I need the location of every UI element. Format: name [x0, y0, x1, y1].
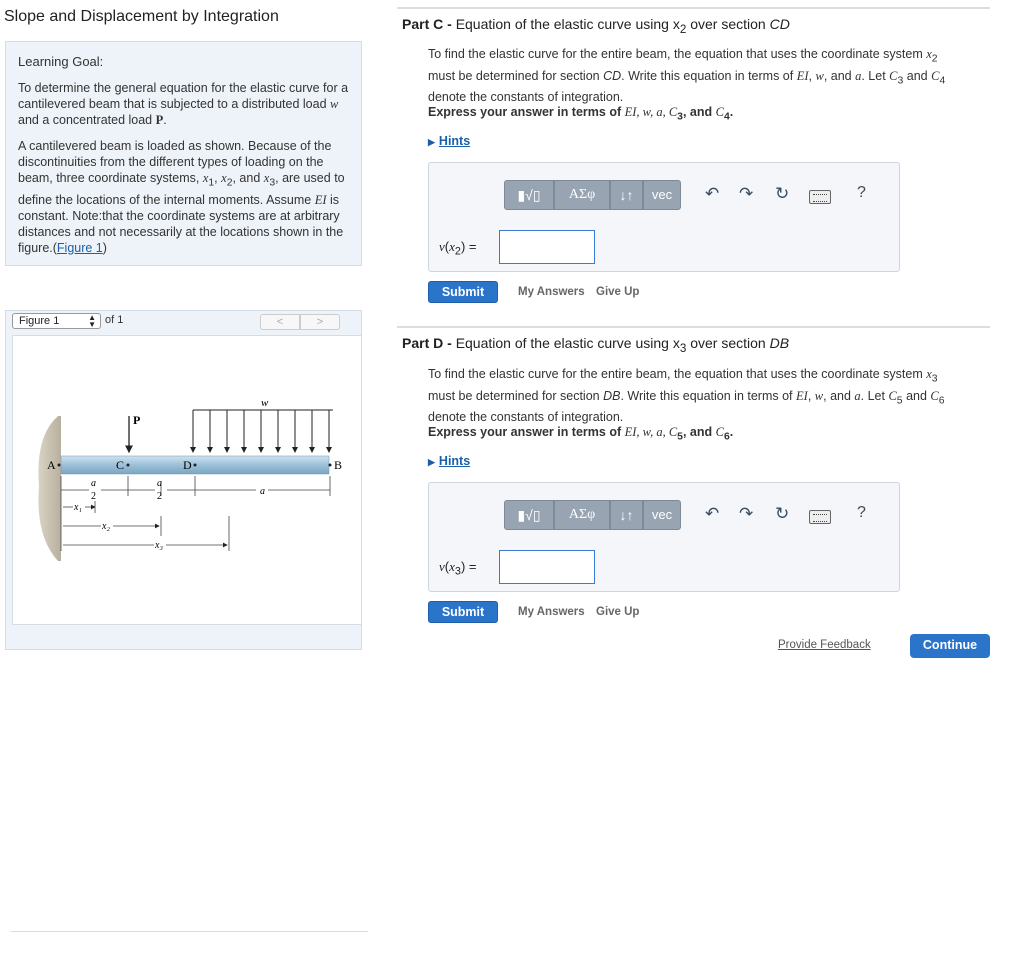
- equation-label: $v(x_2)$ =: [439, 239, 477, 258]
- goal-paragraph-1: To determine the general equation for the elastic curve for a cantilevered beam that is subjected to a distributed load w and a concentrated load P.: [18, 81, 349, 127]
- label-x2: x₂: [102, 521, 110, 532]
- redo-icon[interactable]: ↷: [739, 504, 754, 523]
- help-icon[interactable]: ?: [857, 504, 866, 521]
- dimension-lines: [61, 476, 330, 551]
- label-D: D: [183, 458, 192, 472]
- templates-button[interactable]: ▮√▯: [504, 180, 554, 210]
- part-d-answer-box: [428, 482, 900, 592]
- keyboard-icon[interactable]: [809, 190, 831, 204]
- part-c-text: To find the elastic curve for the entire beam, the equation that uses the coordinate system $x_2$ must be determined for section CD. Write this equation in terms of EI, w, and a. Let $C_3$ and $C_4$ denote the constants of integration.: [428, 47, 946, 104]
- symbols-button[interactable]: ΑΣφ: [554, 180, 610, 210]
- wall-support: [38, 416, 61, 561]
- label-a-3: a: [260, 486, 265, 497]
- give-up-link[interactable]: Give Up: [596, 606, 640, 618]
- reset-icon[interactable]: ↻: [775, 184, 790, 203]
- label-a-1: a: [91, 478, 96, 489]
- my-answers-link[interactable]: My Answers: [518, 606, 585, 618]
- part-d-hints-link[interactable]: ▶ Hints: [428, 454, 471, 468]
- continue-button[interactable]: Continue: [910, 634, 990, 658]
- part-c-express: Express your answer in terms of EI, w, a, $C_3$, and $C_4$.: [428, 105, 734, 123]
- vector-button[interactable]: vec: [643, 500, 681, 530]
- figure-next-button[interactable]: >: [300, 314, 340, 330]
- figure-select[interactable]: Figure 1 ▲ ▼: [12, 313, 101, 329]
- vector-button[interactable]: vec: [643, 180, 681, 210]
- distributed-load-arrows: [193, 410, 333, 452]
- divider: [397, 326, 990, 328]
- label-2-1: 2: [91, 491, 96, 502]
- undo-icon[interactable]: ↶: [705, 504, 720, 523]
- learning-goal-heading: Learning Goal:: [18, 54, 104, 69]
- my-answers-link[interactable]: My Answers: [518, 286, 585, 298]
- expand-triangle-icon: ▶: [428, 137, 435, 147]
- subscript-button[interactable]: ↓↑: [610, 500, 643, 530]
- label-x3: x₃: [155, 540, 163, 551]
- part-c-hints-link[interactable]: ▶ Hints: [428, 134, 471, 148]
- undo-icon[interactable]: ↶: [705, 184, 720, 203]
- beam-figure: [12, 335, 362, 625]
- symbols-button[interactable]: ΑΣφ: [554, 500, 610, 530]
- label-A: A: [47, 458, 56, 472]
- part-d-text: To find the elastic curve for the entire beam, the equation that uses the coordinate system $x_3$ must be determined for section DB. Write this equation in terms of EI, w, and a. Let $C_5$ and $C_6$ denote the constants of integration.: [428, 367, 945, 424]
- beam-diagram: [13, 336, 363, 626]
- help-icon[interactable]: ?: [857, 184, 866, 201]
- figure-count: of 1: [105, 314, 124, 326]
- figure-prev-button[interactable]: <: [260, 314, 300, 330]
- answer-input[interactable]: [499, 230, 595, 264]
- left-panel: [0, 0, 370, 650]
- keyboard-icon[interactable]: [809, 510, 831, 524]
- part-d-express: Express your answer in terms of EI, w, a, $C_5$, and $C_6$.: [428, 425, 734, 443]
- divider: [397, 7, 990, 9]
- reset-icon[interactable]: ↻: [775, 504, 790, 523]
- submit-button[interactable]: Submit: [428, 601, 498, 623]
- right-panel: [395, 0, 1015, 650]
- page-title: Slope and Displacement by Integration: [4, 8, 279, 25]
- redo-icon[interactable]: ↷: [739, 184, 754, 203]
- part-c-title: Part C - Equation of the elastic curve using $x_2$ over section CD: [402, 16, 790, 36]
- label-2-2: 2: [157, 491, 162, 502]
- label-C: C: [116, 458, 125, 472]
- figure-panel: [5, 310, 362, 650]
- label-a-2: a: [157, 478, 162, 489]
- learning-goal-box: [5, 41, 362, 266]
- expand-triangle-icon: ▶: [428, 457, 435, 467]
- label-x1: x₁: [74, 502, 82, 513]
- provide-feedback-link[interactable]: Provide Feedback: [778, 639, 871, 651]
- subscript-button[interactable]: ↓↑: [610, 180, 643, 210]
- label-P: P: [133, 413, 141, 427]
- label-B: B: [334, 458, 343, 472]
- part-d-title: Part D - Equation of the elastic curve using $x_3$ over section DB: [402, 335, 790, 355]
- answer-input[interactable]: [499, 550, 595, 584]
- give-up-link[interactable]: Give Up: [596, 286, 640, 298]
- submit-button[interactable]: Submit: [428, 281, 498, 303]
- label-w: w: [261, 397, 269, 409]
- goal-paragraph-2: A cantilevered beam is loaded as shown. Because of the discontinuities from the different types of loading on the beam, three coordinate systems, $x_1$, $x_2$, and $x_3$, are used to define the locations of the internal moments. Assume EI is constant. Note:that the coordinate systems are at arbitrary distances and not necessarily at the locations shown in the figure.(Figure 1): [18, 139, 345, 255]
- part-c-answer-box: [428, 162, 900, 272]
- figure-1-link[interactable]: Figure 1: [56, 240, 103, 255]
- templates-button[interactable]: ▮√▯: [504, 500, 554, 530]
- select-arrows-icon: ▲ ▼: [88, 313, 96, 329]
- figure-bottom-bar: [11, 931, 368, 961]
- equation-label: $v(x_3)$ =: [439, 559, 477, 578]
